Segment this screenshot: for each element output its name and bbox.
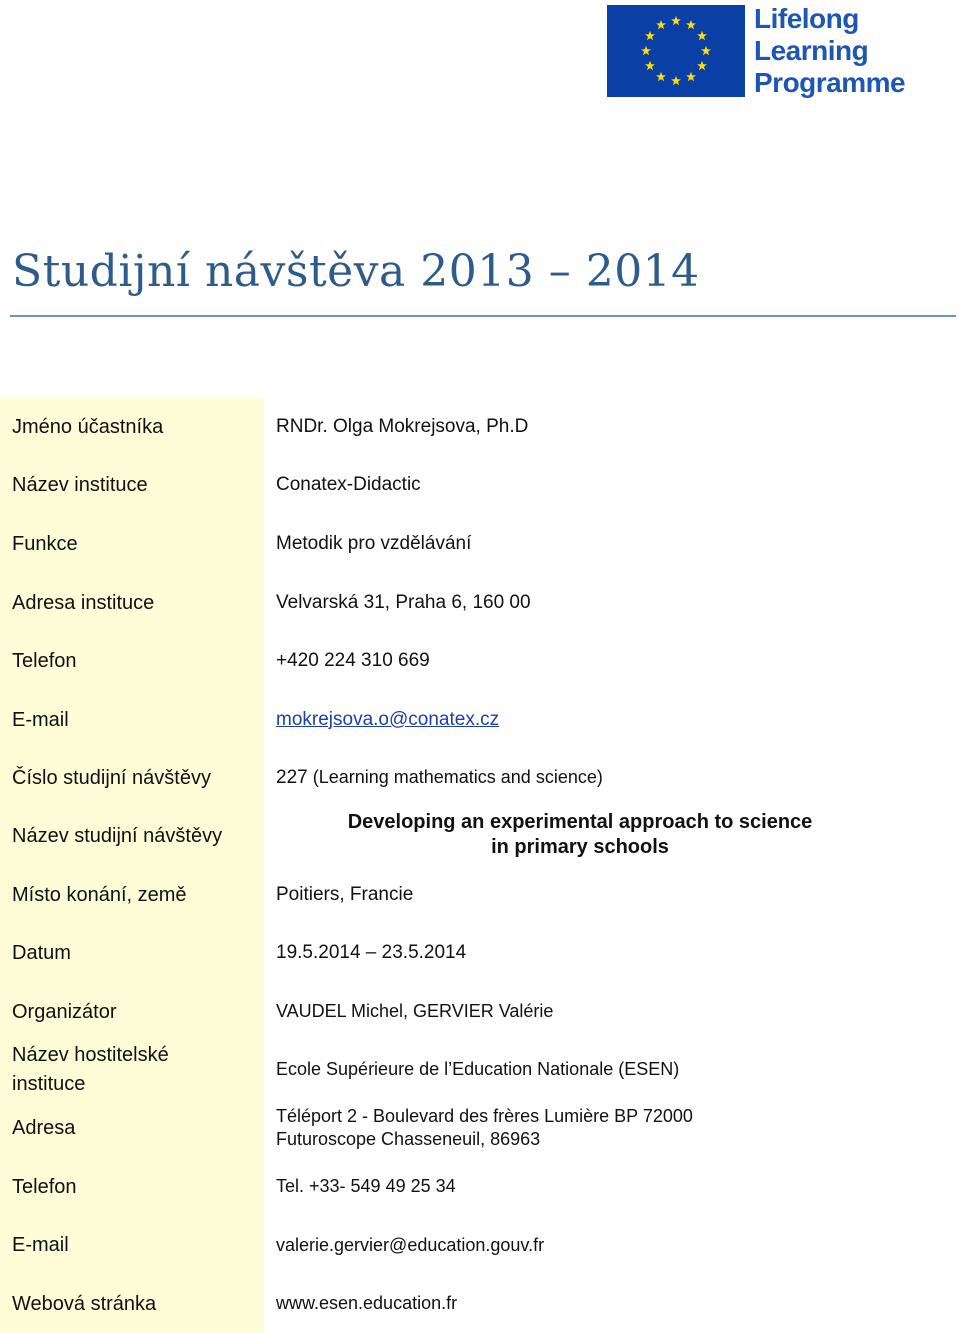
- value-phone: +420 224 310 669: [276, 650, 430, 671]
- visit-topic: (Learning mathematics and science): [307, 767, 603, 787]
- label-visit-number: Číslo studijní návštěvy: [12, 767, 211, 789]
- star-icon: [656, 20, 666, 29]
- star-icon: [645, 31, 655, 40]
- value-visit-number: [276, 765, 603, 791]
- label-address: Adresa instituce: [12, 592, 155, 614]
- star-icon: [656, 72, 666, 81]
- label-website: Webová stránka: [12, 1293, 157, 1315]
- visit-name-line-2: in primary schools: [491, 836, 669, 858]
- visit-name-line-1: Developing an experimental approach to science: [347, 811, 813, 833]
- label-visit-name: Název studijní návštěvy: [12, 825, 223, 847]
- value-role: Metodik pro vzdělávání: [276, 533, 472, 554]
- logo-line-3: Programme: [754, 67, 906, 98]
- value-address: Velvarská 31, Praha 6, 160 00: [276, 592, 531, 613]
- email-link[interactable]: mokrejsova.o@conatex.cz: [276, 709, 500, 730]
- value-email: [276, 707, 499, 733]
- value-website: www.esen.education.fr: [276, 1293, 458, 1313]
- label-participant: Jméno účastníka: [12, 416, 164, 438]
- lifelong-learning-logo: [607, 5, 937, 101]
- label-host-line-1: Název hostitelské: [12, 1044, 169, 1066]
- value-visit-name: [276, 810, 884, 860]
- label-date: Datum: [12, 942, 71, 964]
- logo-text: [754, 3, 905, 99]
- label-email: E-mail: [12, 709, 69, 731]
- value-participant: RNDr. Olga Mokrejsova, Ph.D: [276, 416, 529, 437]
- logo-line-1: Lifelong: [754, 3, 859, 34]
- value-institution: Conatex-Didactic: [276, 474, 421, 495]
- star-icon: [697, 61, 707, 70]
- eu-flag-icon: [607, 5, 745, 97]
- label-host-email: E-mail: [12, 1234, 69, 1256]
- label-host-address: Adresa: [12, 1117, 76, 1139]
- visit-number: 227: [276, 767, 308, 788]
- label-host-line-2: instituce: [12, 1073, 86, 1095]
- star-icon: [671, 16, 681, 25]
- label-role: Funkce: [12, 533, 78, 555]
- title-underline: [10, 315, 956, 317]
- star-icon: [686, 20, 696, 29]
- value-host-address-line-2: Futuroscope Chasseneuil, 86963: [276, 1129, 541, 1149]
- star-icon: [645, 61, 655, 70]
- page-title: Studijní návštěva 2013 – 2014: [12, 246, 700, 297]
- label-place: Místo konání, země: [12, 884, 187, 906]
- value-date: 19.5.2014 – 23.5.2014: [276, 942, 467, 963]
- logo-line-2: Learning: [754, 35, 869, 66]
- value-host-address-line-1: Téléport 2 - Boulevard des frères Lumière BP 72000: [276, 1106, 693, 1126]
- value-host-phone: Tel. +33- 549 49 25 34: [276, 1176, 456, 1196]
- label-organizer: Organizátor: [12, 1001, 117, 1023]
- value-organizer: VAUDEL Michel, GERVIER Valérie: [276, 1001, 554, 1021]
- value-place: Poitiers, Francie: [276, 884, 414, 905]
- star-icon: [701, 46, 711, 55]
- value-host-email: valerie.gervier@education.gouv.fr: [276, 1235, 545, 1255]
- label-phone: Telefon: [12, 650, 77, 672]
- label-host-phone: Telefon: [12, 1176, 77, 1198]
- star-icon: [641, 46, 651, 55]
- label-institution: Název instituce: [12, 474, 148, 496]
- star-icon: [671, 76, 681, 85]
- star-icon: [686, 72, 696, 81]
- value-host: Ecole Supérieure de l’Education Nationale (ESEN): [276, 1059, 680, 1079]
- eu-stars: [607, 5, 745, 97]
- star-icon: [697, 31, 707, 40]
